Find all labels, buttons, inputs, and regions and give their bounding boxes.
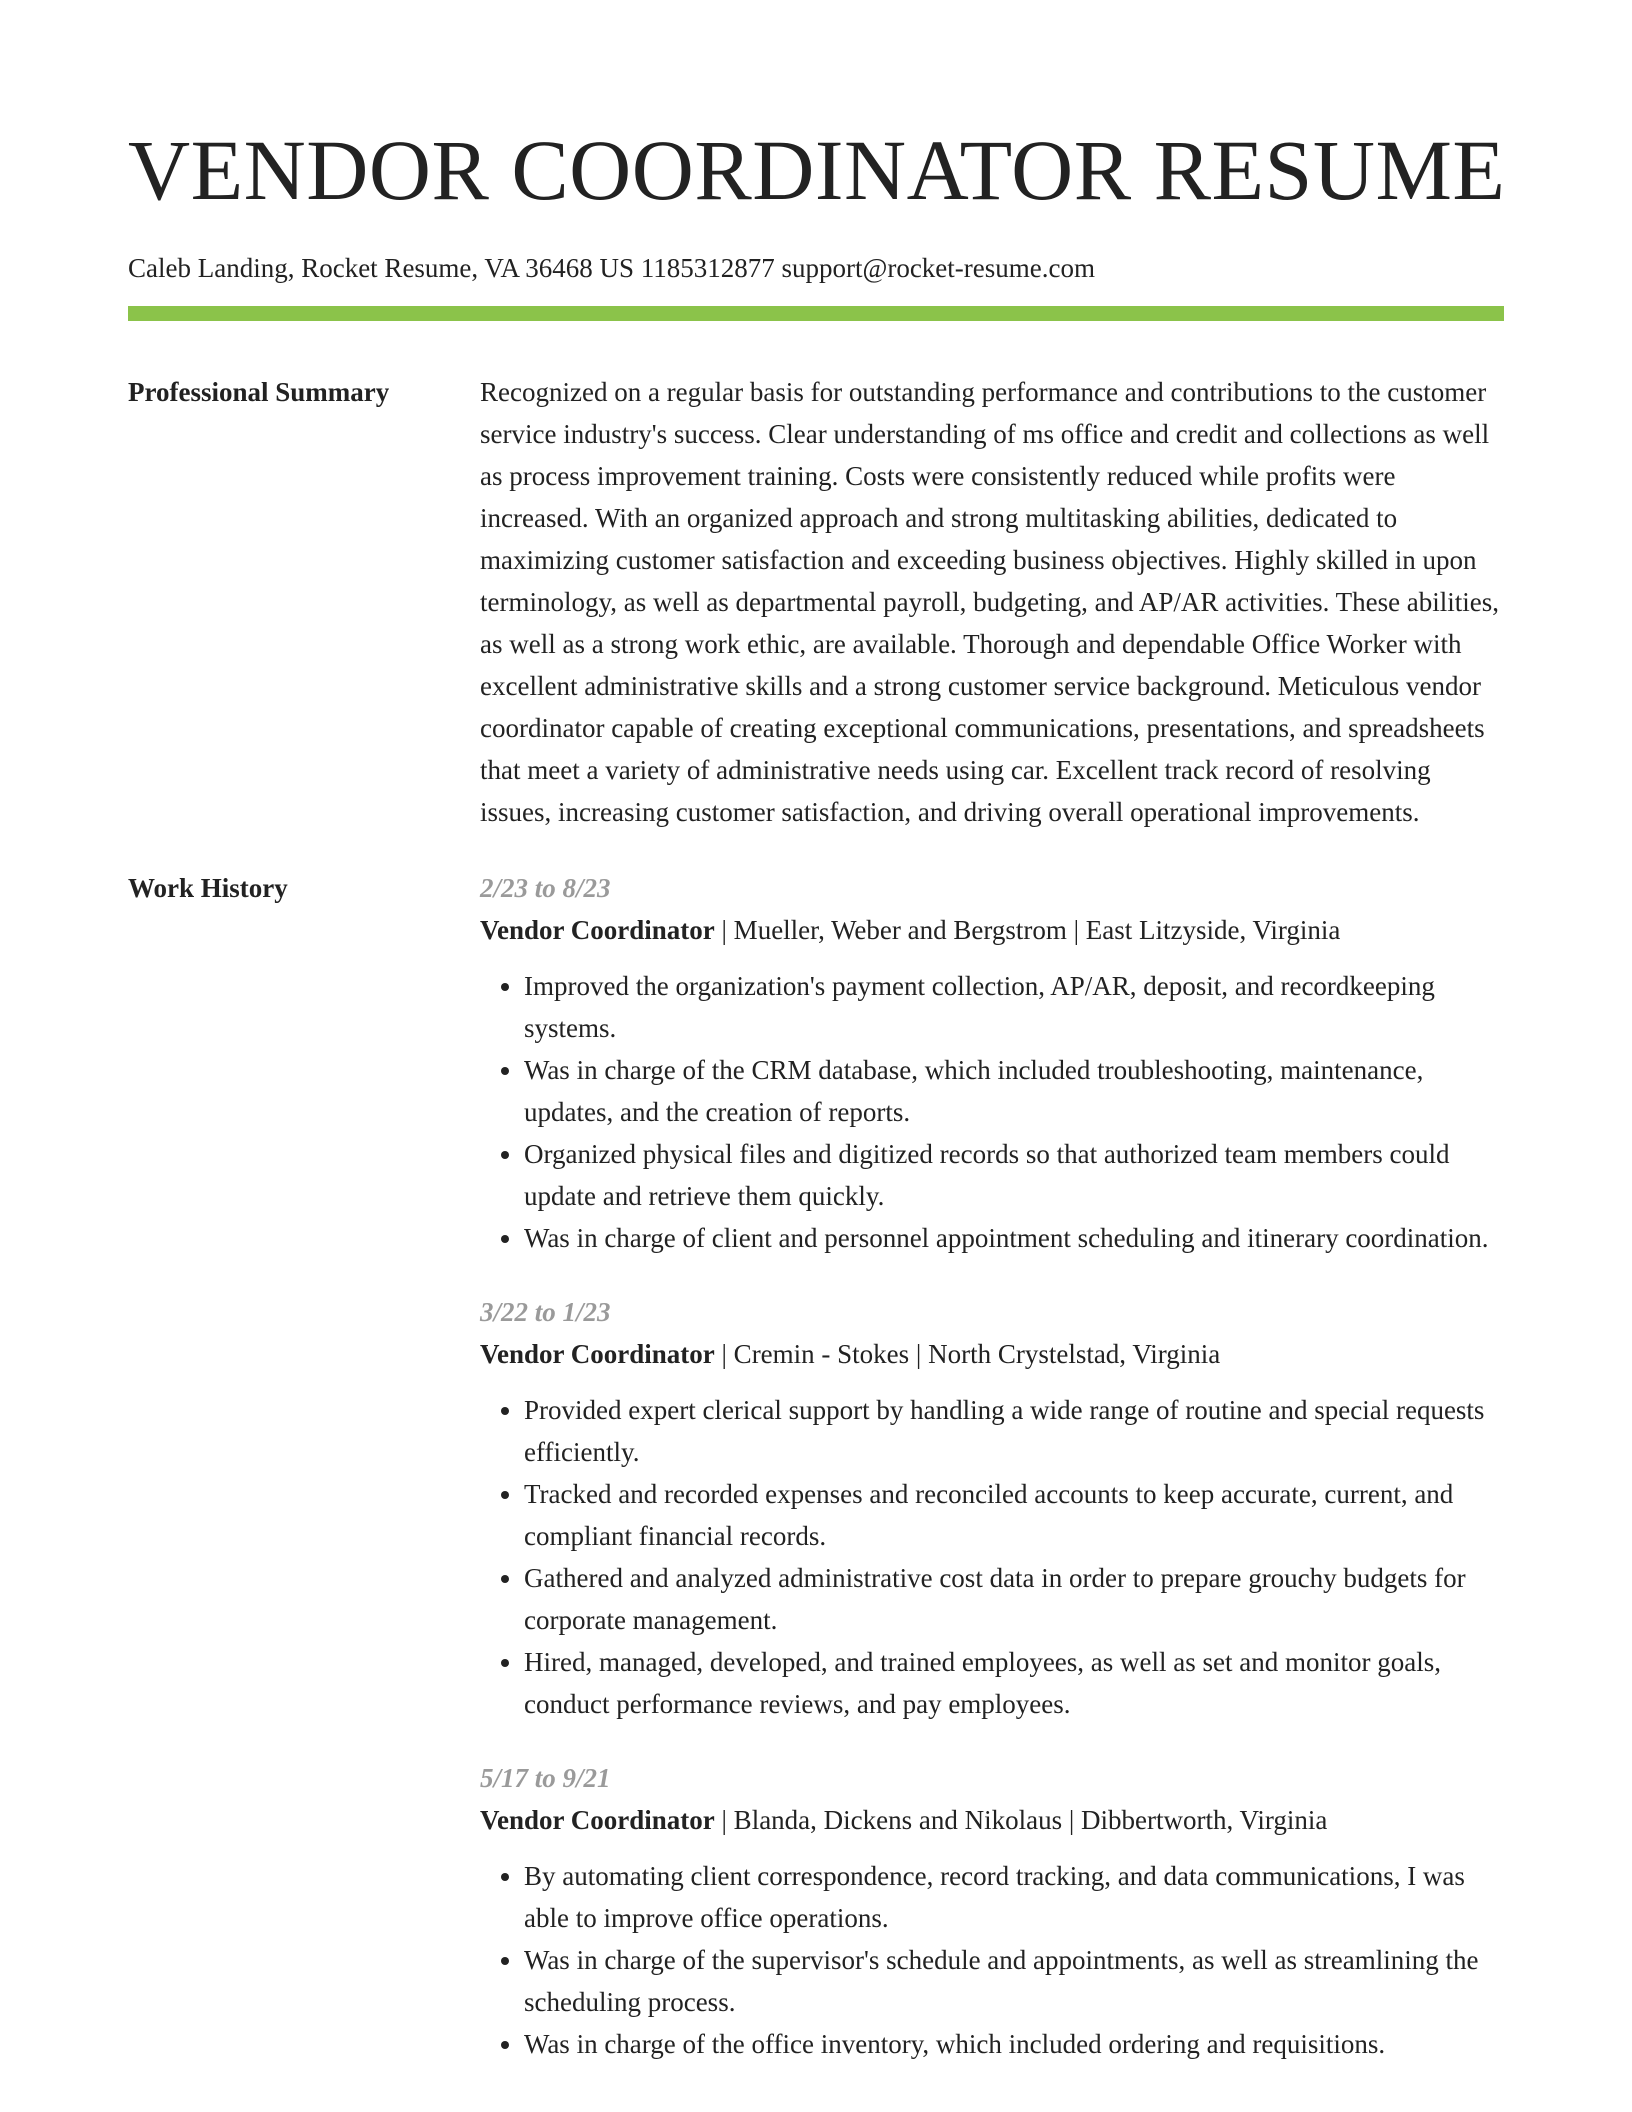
job-employer-location: | Blanda, Dickens and Nikolaus | Dibbertworth, Virginia — [714, 1805, 1328, 1835]
job-title: Vendor Coordinator — [480, 915, 715, 945]
job-bullet: • Was in charge of the supervisor's schedule and appointments, as well as streamlining the scheduling process. — [524, 1939, 1504, 2023]
job-heading — [480, 1799, 1504, 1841]
accent-divider — [128, 306, 1504, 321]
job-entry — [480, 1291, 1504, 1725]
job-entry — [480, 1757, 1504, 2065]
job-bullet: • Was in charge of client and personnel appointment scheduling and itinerary coordination. — [524, 1217, 1504, 1259]
job-dates: 3/22 to 1/23 — [480, 1297, 611, 1327]
job-heading — [480, 1333, 1504, 1375]
job-entry — [480, 867, 1504, 1259]
job-bullet: • By automating client correspondence, record tracking, and data communications, I was able to improve office operations. — [524, 1855, 1504, 1939]
work-history-body — [480, 867, 1504, 2097]
professional-summary-section — [128, 371, 1504, 833]
job-bullet: • Organized physical files and digitized records so that authorized team members could update and retrieve them quickly. — [524, 1133, 1504, 1217]
resume-page — [128, 0, 1504, 2097]
job-bullet-list — [480, 1855, 1504, 2065]
summary-text: Recognized on a regular basis for outstanding performance and contributions to the customer service industry's success. Clear understanding of ms office and credit and collections as well as process improvement training. Costs were consistently reduced while profits were increased. With an organized approach and strong multitasking abilities, dedicated to maximizing customer satisfaction and exceeding business objectives. Highly skilled in upon terminology, as well as departmental payroll, budgeting, and AP/AR activities. These abilities, as well as a strong work ethic, are available. Thorough and dependable Office Worker with excellent administrative skills and a strong customer service background. Meticulous vendor coordinator capable of creating exceptional communications, presentations, and spreadsheets that meet a variety of administrative needs using car. Excellent track record of resolving issues, increasing customer satisfaction, and driving overall operational improvements. — [480, 377, 1500, 827]
resume-title: VENDOR COORDINATOR RESUME — [128, 122, 1506, 218]
job-bullet: • Gathered and analyzed administrative cost data in order to prepare grouchy budgets for corporate management. — [524, 1557, 1504, 1641]
summary-body — [480, 371, 1504, 833]
job-employer-location: | Mueller, Weber and Bergstrom | East Litzyside, Virginia — [714, 915, 1341, 945]
section-label-summary: Professional Summary — [128, 377, 390, 407]
job-dates: 5/17 to 9/21 — [480, 1763, 611, 1793]
job-heading — [480, 909, 1504, 951]
job-bullet: • Was in charge of the office inventory, which included ordering and requisitions. — [524, 2023, 1504, 2065]
job-title: Vendor Coordinator — [480, 1805, 715, 1835]
job-bullet: • Tracked and recorded expenses and reconciled accounts to keep accurate, current, and compliant financial records. — [524, 1473, 1504, 1557]
work-history-section — [128, 867, 1504, 2097]
section-label-work: Work History — [128, 873, 288, 903]
contact-line: Caleb Landing, Rocket Resume, VA 36468 US 1185312877 support@rocket-resume.com — [128, 253, 1095, 283]
job-bullet: • Provided expert clerical support by handling a wide range of routine and special requests efficiently. — [524, 1389, 1504, 1473]
job-bullet-list — [480, 1389, 1504, 1725]
job-title: Vendor Coordinator — [480, 1339, 715, 1369]
job-employer-location: | Cremin - Stokes | North Crystelstad, Virginia — [714, 1339, 1221, 1369]
job-bullet: • Improved the organization's payment collection, AP/AR, deposit, and recordkeeping systems. — [524, 965, 1504, 1049]
job-bullet-list — [480, 965, 1504, 1259]
job-dates: 2/23 to 8/23 — [480, 873, 611, 903]
job-bullet: • Was in charge of the CRM database, which included troubleshooting, maintenance, updates, and the creation of reports. — [524, 1049, 1504, 1133]
job-bullet: • Hired, managed, developed, and trained employees, as well as set and monitor goals, conduct performance reviews, and pay employees. — [524, 1641, 1504, 1725]
